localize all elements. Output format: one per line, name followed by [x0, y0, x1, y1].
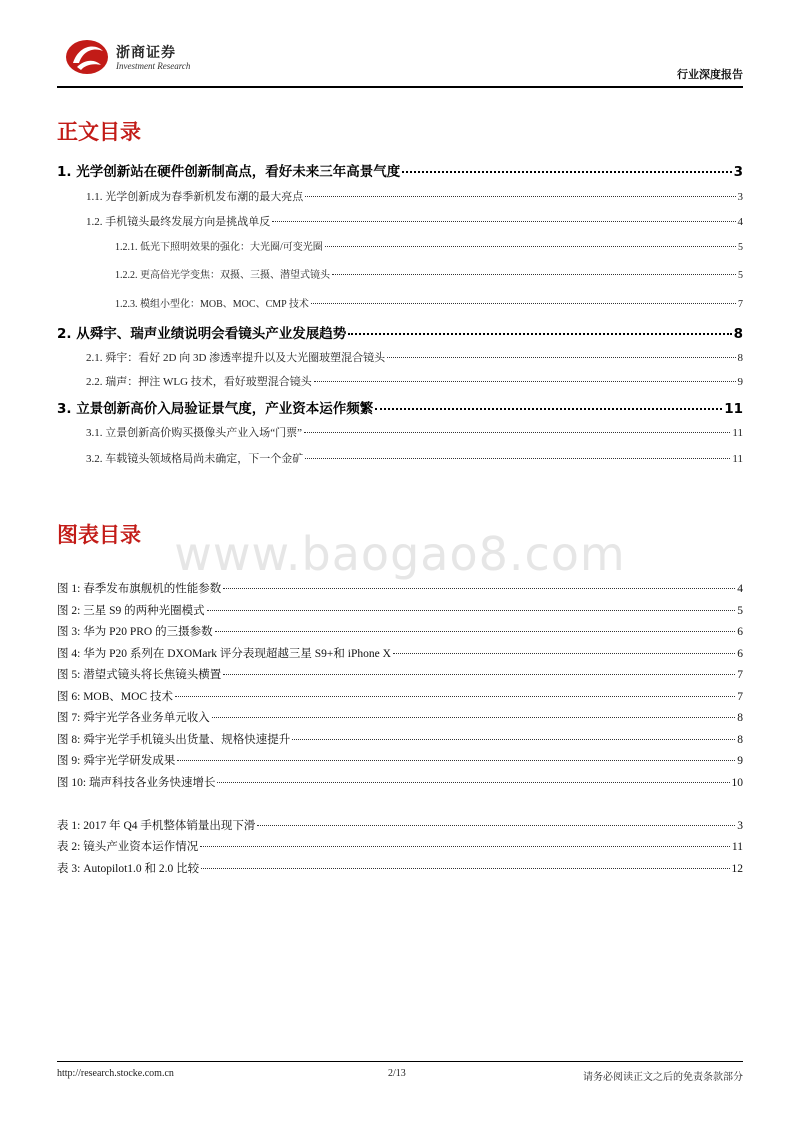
figure-entry[interactable]: 图 9: 舜宇光学研发成果 9: [57, 755, 743, 767]
toc-entry-1-2-1[interactable]: 1.2.1. 低光下照明效果的强化：大光圈/可变光圈 5: [115, 242, 743, 253]
toc-entry-2[interactable]: 2. 从舜宇、瑞声业绩说明会看镜头产业发展趋势 8: [57, 326, 743, 342]
figure-entry[interactable]: 图 8: 舜宇光学手机镜头出货量、规格快速提升 8: [57, 734, 743, 746]
footer-divider: [57, 1061, 743, 1062]
figure-entry[interactable]: 图 7: 舜宇光学各业务单元收入 8: [57, 712, 743, 724]
figure-entry[interactable]: 图 5: 潜望式镜头将长焦镜头横置 7: [57, 669, 743, 681]
table-entry[interactable]: 表 2: 镜头产业资本运作情况 11: [57, 841, 743, 853]
figures-title: 图表目录: [57, 523, 141, 547]
table-entry[interactable]: 表 1: 2017 年 Q4 手机整体销量出现下滑 3: [57, 820, 743, 832]
page-number: 2/13: [388, 1068, 406, 1079]
toc-entry-1-2[interactable]: 1.2. 手机镜头最终发展方向是挑战单反 4: [86, 216, 743, 228]
toc-entry-3[interactable]: 3. 立景创新高价入局验证景气度，产业资本运作频繁 11: [57, 401, 743, 417]
footer-url-link[interactable]: http://research.stocke.com.cn: [57, 1068, 174, 1079]
figure-entry[interactable]: 图 10: 瑞声科技各业务快速增长 10: [57, 777, 743, 789]
watermark: www.baogao8.com: [174, 527, 626, 581]
toc-title: 正文目录: [57, 120, 141, 144]
toc-entry-3-1[interactable]: 3.1. 立景创新高价购买摄像头产业入场“门票” 11: [86, 427, 743, 439]
toc-entry-1-2-2[interactable]: 1.2.2. 更高倍光学变焦：双摄、三摄、潜望式镜头 5: [115, 270, 743, 281]
disclaimer-note: 请务必阅读正文之后的免责条款部分: [583, 1072, 743, 1083]
table-entry[interactable]: 表 3: Autopilot1.0 和 2.0 比较 12: [57, 863, 743, 875]
figure-entry[interactable]: 图 3: 华为 P20 PRO 的三摄参数 6: [57, 626, 743, 638]
figure-entry[interactable]: 图 1: 春季发布旗舰机的性能参数 4: [57, 583, 743, 595]
toc-entry-1-2-3[interactable]: 1.2.3. 模组小型化：MOB、MOC、CMP 技术 7: [115, 299, 743, 310]
company-logo-icon: [63, 37, 111, 77]
toc-entry-3-2[interactable]: 3.2. 车载镜头领域格局尚未确定，下一个金矿 11: [86, 453, 743, 465]
report-type-label: 行业深度报告: [677, 68, 743, 81]
header-divider: [57, 86, 743, 88]
company-name-en: Investment Research: [116, 61, 191, 71]
figure-entry[interactable]: 图 4: 华为 P20 系列在 DXOMark 评分表现超越三星 S9+和 iPhone X 6: [57, 648, 743, 660]
figure-entry[interactable]: 图 6: MOB、MOC 技术 7: [57, 691, 743, 703]
company-name-cn: 浙商证券: [116, 45, 176, 61]
toc-entry-2-2[interactable]: 2.2. 瑞声：押注 WLG 技术，看好玻塑混合镜头 9: [86, 376, 743, 388]
toc-entry-2-1[interactable]: 2.1. 舜宇：看好 2D 向 3D 渗透率提升以及大光圈玻塑混合镜头 8: [86, 352, 743, 364]
figure-entry[interactable]: 图 2: 三星 S9 的两种光圈模式 5: [57, 605, 743, 617]
toc-entry-1[interactable]: 1. 光学创新站在硬件创新制高点，看好未来三年高景气度 3: [57, 164, 743, 180]
toc-entry-1-1[interactable]: 1.1. 光学创新成为春季新机发布潮的最大亮点 3: [86, 191, 743, 203]
